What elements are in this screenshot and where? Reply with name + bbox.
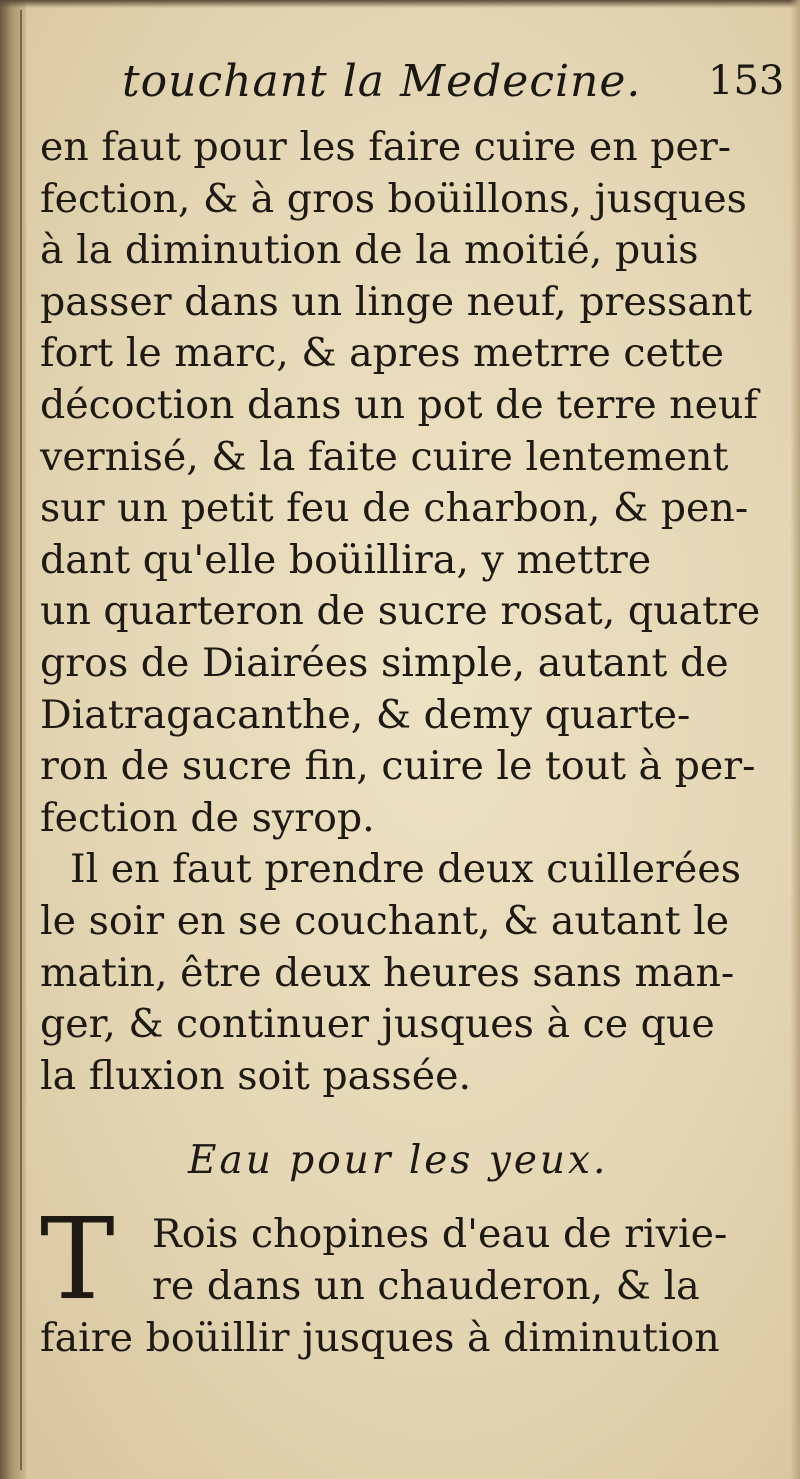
page-right-edge	[790, 0, 800, 1479]
body-text	[40, 122, 790, 1102]
text-line: un quarteron de sucre rosat, quatre	[40, 588, 761, 635]
text-line: la fluxion soit passée.	[40, 1052, 472, 1099]
text-line: Il en faut prendre deux cuillerées	[70, 846, 741, 893]
drop-cap: T	[40, 1195, 115, 1325]
text-line: ron de sucre fin, cuire le tout à per-	[40, 743, 756, 790]
binding-rule	[20, 10, 22, 1470]
text-line: fort le marc, & apres metrre cette	[40, 330, 725, 377]
text-line: vernisé, & la faite cuire lentement	[40, 433, 729, 480]
page-header	[40, 56, 790, 116]
section-heading: Eau pour les yeux.	[188, 1138, 609, 1183]
running-title: touchant la Medecine.	[122, 56, 642, 107]
text-line: décoction dans un pot de terre neuf	[40, 381, 759, 428]
text-line: matin, être deux heures sans man-	[40, 949, 735, 996]
page-number: 153	[708, 58, 785, 104]
text-line: Diatragacanthe, & demy quarte-	[40, 691, 691, 738]
text-line: ger, & continuer jusques à ce que	[40, 1001, 715, 1048]
text-line: en faut pour les faire cuire en per-	[40, 124, 732, 170]
text-line: fection, & à gros boüillons, jusques	[40, 175, 747, 222]
page-binding	[0, 0, 26, 1479]
text-line: dant qu'elle boüillira, y mettre	[40, 536, 652, 583]
text-line: à la diminution de la moitié, puis	[40, 227, 699, 274]
recipe-paragraph	[40, 1195, 790, 1364]
text-line: le soir en se couchant, & autant le	[40, 897, 730, 944]
text-line: Rois chopines d'eau de rivie-	[152, 1211, 728, 1257]
text-line: gros de Diairées simple, autant de	[40, 639, 729, 686]
text-line: passer dans un linge neuf, pressant	[40, 278, 753, 325]
text-line: re dans un chauderon, & la	[152, 1263, 700, 1309]
text-line: fection de syrop.	[40, 794, 375, 841]
text-line: faire boüillir jusques à diminution	[40, 1315, 720, 1361]
text-line: sur un petit feu de charbon, & pen-	[40, 485, 749, 532]
page-top-edge	[0, 0, 800, 8]
